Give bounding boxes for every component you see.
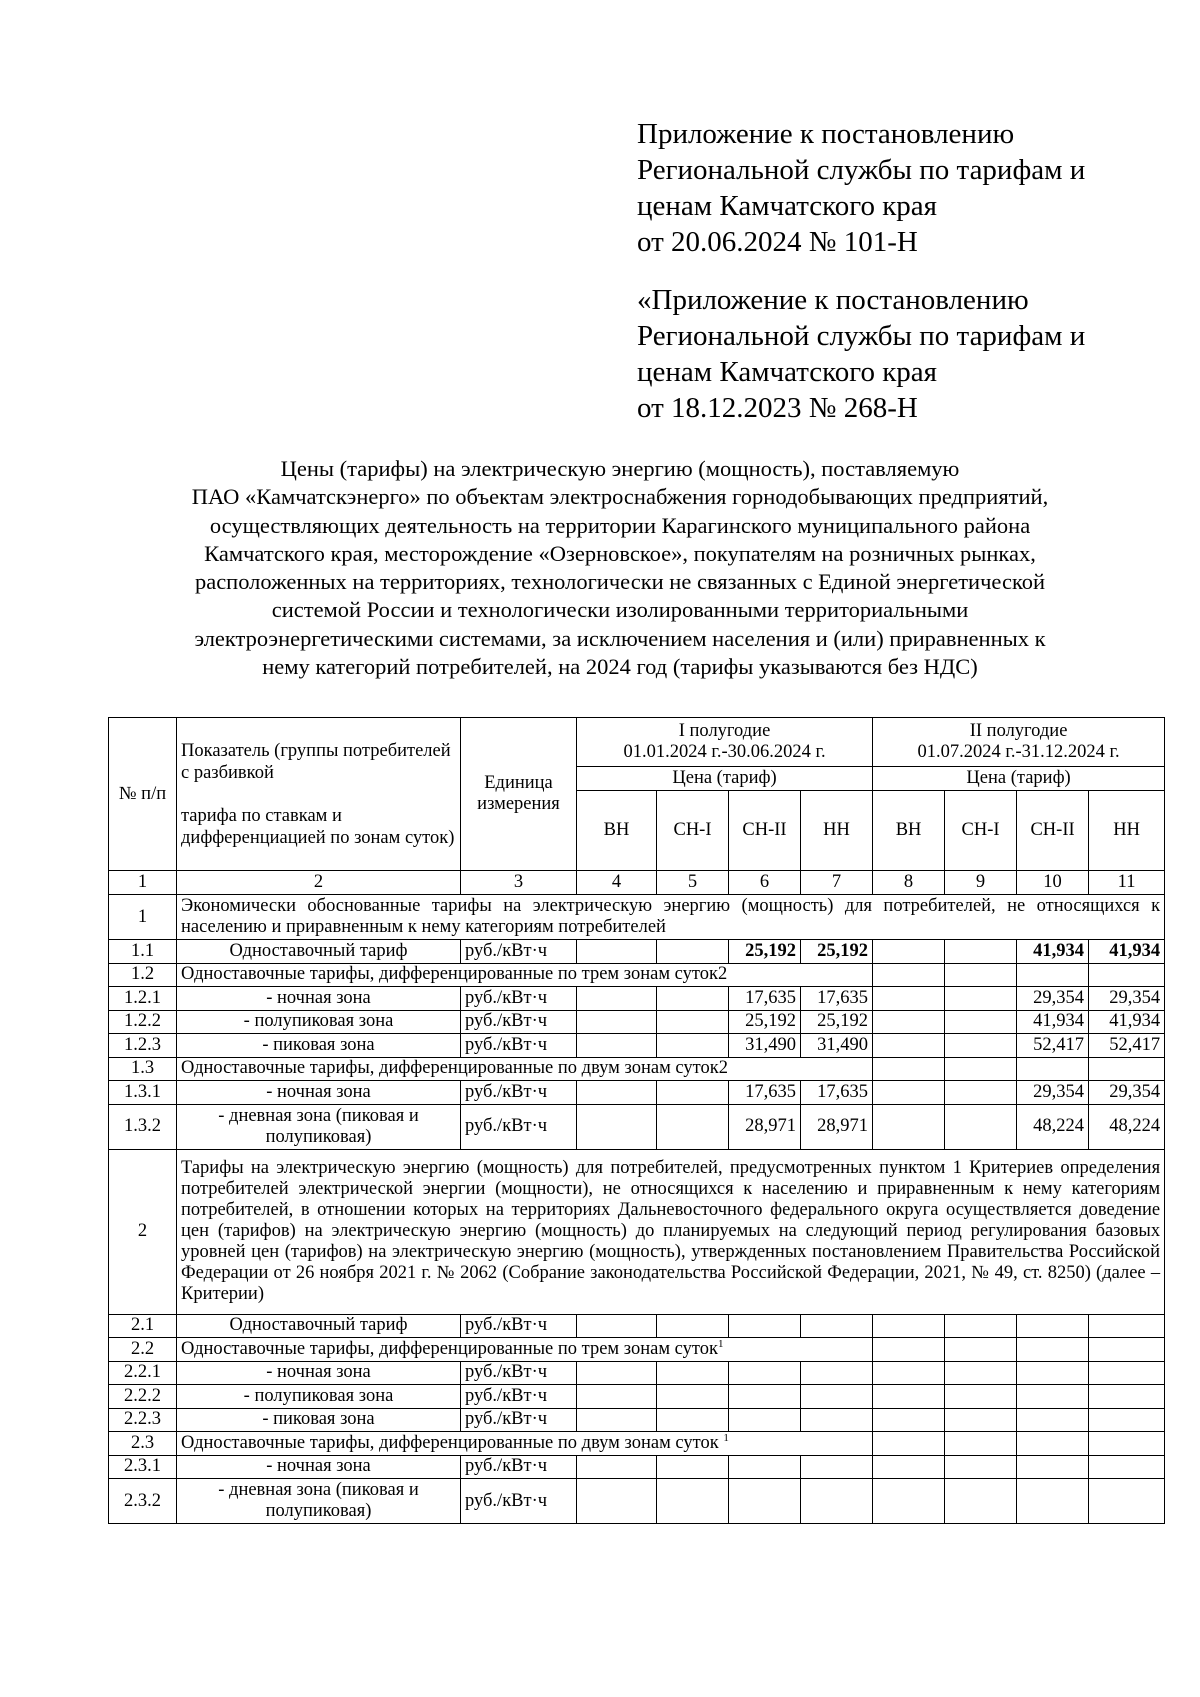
appendix-previous	[637, 282, 1137, 426]
tariff-value	[801, 1455, 873, 1479]
row-name: - полупиковая зона	[177, 1010, 461, 1034]
col-number: 5	[657, 871, 729, 895]
title-line: осуществляющих деятельность на территории Карагинского муниципального района	[209, 512, 1031, 538]
title-line: нему категорий потребителей, на 2024 год (тарифы указываются без НДС)	[262, 654, 978, 680]
tariff-value	[729, 1361, 801, 1385]
title-line: ПАО «Камчатскэнерго» по объектам электроснабжения горнодобывающих предприятий,	[191, 484, 1049, 510]
title-line: расположенных на территориях, технологически не связанных с Единой энергетической	[194, 569, 1046, 595]
tariff-value	[873, 1010, 945, 1034]
row-number: 1.1	[109, 940, 177, 964]
header-unit: Единица измерения	[461, 718, 577, 871]
header-half1	[577, 718, 873, 767]
tariff-value: 41,934	[1017, 1010, 1089, 1034]
row-unit: руб./кВт·ч	[461, 1314, 577, 1338]
tariff-value	[657, 1034, 729, 1058]
tariff-value: 29,354	[1089, 987, 1165, 1011]
row-name: - полупиковая зона	[177, 1385, 461, 1409]
row-unit: руб./кВт·ч	[461, 1455, 577, 1479]
tariff-value	[873, 987, 945, 1011]
tariff-value	[1089, 1455, 1165, 1479]
tariff-value: 25,192	[729, 940, 801, 964]
row-unit: руб./кВт·ч	[461, 1081, 577, 1105]
tariff-value	[1017, 1361, 1089, 1385]
tariff-value: 17,635	[801, 1081, 873, 1105]
tariff-value: 28,971	[729, 1104, 801, 1149]
tariff-value	[1017, 1455, 1089, 1479]
table-row	[109, 940, 1165, 964]
col-number: 9	[945, 871, 1017, 895]
level-header: ВН	[577, 791, 657, 871]
row-name: - дневная зона (пиковая и полупиковая)	[177, 1479, 461, 1524]
header-price-half2: Цена (тариф)	[873, 767, 1165, 791]
row-number: 2.2.3	[109, 1408, 177, 1432]
appendix-current	[637, 116, 1137, 260]
tariff-value: 41,934	[1089, 940, 1165, 964]
tariff-value: 48,224	[1089, 1104, 1165, 1149]
row-number: 2.1	[109, 1314, 177, 1338]
tariff-value	[657, 1479, 729, 1524]
table-row	[109, 1314, 1165, 1338]
row-number: 1.2.2	[109, 1010, 177, 1034]
tariff-value	[873, 1455, 945, 1479]
tariff-value	[577, 1034, 657, 1058]
level-header: СН-I	[657, 791, 729, 871]
empty-cell	[1017, 1432, 1089, 1456]
tariff-value: 41,934	[1017, 940, 1089, 964]
tariff-value	[657, 1081, 729, 1105]
tariff-value	[945, 1104, 1017, 1149]
group-label-text: Одноставочные тарифы, дифференцированные по двум зонам суток	[181, 1432, 724, 1453]
appendix-current-line: ценам Камчатского края	[637, 190, 938, 222]
empty-cell	[945, 1338, 1017, 1362]
tariff-value	[729, 1408, 801, 1432]
col-number: 11	[1089, 871, 1165, 895]
section-row	[109, 1149, 1165, 1314]
tariff-value	[577, 1314, 657, 1338]
tariff-value	[577, 1104, 657, 1149]
appendix-previous-line: ценам Камчатского края	[637, 356, 938, 388]
row-unit: руб./кВт·ч	[461, 940, 577, 964]
tariff-value	[873, 1104, 945, 1149]
empty-cell	[1089, 1057, 1165, 1081]
tariff-value	[657, 940, 729, 964]
level-header: СН-II	[1017, 791, 1089, 871]
group-label	[177, 1432, 873, 1456]
row-unit: руб./кВт·ч	[461, 1479, 577, 1524]
tariff-value	[945, 987, 1017, 1011]
tariff-value	[873, 1479, 945, 1524]
title-line: электроэнергетическими системами, за исключением населения и (или) приравненных к	[194, 625, 1046, 651]
tariff-value	[945, 1034, 1017, 1058]
group-label	[177, 963, 873, 987]
footnote-mark: 1	[723, 1431, 729, 1444]
row-name: - ночная зона	[177, 1455, 461, 1479]
empty-cell	[873, 1057, 945, 1081]
empty-cell	[945, 1432, 1017, 1456]
tariff-value	[873, 1385, 945, 1409]
group-label-text: Одноставочные тарифы, дифференцированные по двум зонам суток2	[181, 1058, 728, 1079]
tariff-value: 17,635	[801, 987, 873, 1011]
row-number: 1.3.2	[109, 1104, 177, 1149]
tariff-value	[945, 1385, 1017, 1409]
appendix-previous-line: Региональной службы по тарифам и	[637, 320, 1086, 352]
tariff-value	[657, 1385, 729, 1409]
row-number: 2.2.2	[109, 1385, 177, 1409]
section-text: Тарифы на электрическую энергию (мощность) для потребителей, предусмотренных пунктом 1 Критериев определения потребителей электрической энергии (мощности), не относящихся к населению и приравненным к нему категориям потребителей, в отношении которых на территориях Дальневосточного федерального округа осуществляется доведение цен (тарифов) на электрическую энергию (мощность) до планируемых на следующий период регулирования базовых уровней цен (тарифов) на электрическую энергию (мощность), утвержденных постановлением Правительства Российской Федерации от 26 ноября 2021 г. № 2062 (Собрание законодательства Российской Федерации, 2021, № 49, ст. 8250) (далее – Критерии)	[177, 1149, 1165, 1314]
header-half2	[873, 718, 1165, 767]
row-name: - дневная зона (пиковая и полупиковая)	[177, 1104, 461, 1149]
tariff-value: 17,635	[729, 987, 801, 1011]
tariff-value: 28,971	[801, 1104, 873, 1149]
tariff-value	[1017, 1385, 1089, 1409]
row-number: 1.2.3	[109, 1034, 177, 1058]
half2-title: II полугодие	[969, 721, 1068, 741]
tariff-value	[657, 1361, 729, 1385]
half1-period: 01.01.2024 г.-30.06.2024 г.	[623, 742, 826, 762]
tariff-value	[1089, 1361, 1165, 1385]
table-row	[109, 1408, 1165, 1432]
row-unit: руб./кВт·ч	[461, 1385, 577, 1409]
row-unit: руб./кВт·ч	[461, 1104, 577, 1149]
appendix-current-line: Приложение к постановлению	[637, 118, 1015, 150]
title-line: Цены (тарифы) на электрическую энергию (мощность), поставляемую	[280, 456, 960, 481]
group-label	[177, 1057, 873, 1081]
tariff-value	[873, 1361, 945, 1385]
tariff-value	[945, 1010, 1017, 1034]
tariff-value	[945, 1455, 1017, 1479]
tariff-value	[801, 1314, 873, 1338]
table-row	[109, 1385, 1165, 1409]
tariff-value	[577, 1455, 657, 1479]
empty-cell	[1089, 963, 1165, 987]
title-line: Камчатского края, месторождение «Озерновское», покупателям на розничных рынках,	[204, 540, 1036, 566]
tariff-value	[801, 1385, 873, 1409]
tariff-value: 29,354	[1089, 1081, 1165, 1105]
tariff-value	[577, 1385, 657, 1409]
tariff-value	[801, 1408, 873, 1432]
tariff-value	[657, 987, 729, 1011]
appendix-previous-line: от 18.12.2023 № 268-Н	[637, 392, 918, 424]
tariff-value	[945, 940, 1017, 964]
col-number: 4	[577, 871, 657, 895]
row-number: 1.2.1	[109, 987, 177, 1011]
tariff-value	[1089, 1408, 1165, 1432]
tariff-value	[873, 940, 945, 964]
tariff-value	[1017, 1479, 1089, 1524]
tariff-value	[873, 1408, 945, 1432]
row-name: - ночная зона	[177, 1081, 461, 1105]
row-number: 1.3.1	[109, 1081, 177, 1105]
tariff-value	[577, 987, 657, 1011]
tariff-value	[657, 1314, 729, 1338]
row-unit: руб./кВт·ч	[461, 1361, 577, 1385]
level-header: НН	[801, 791, 873, 871]
row-unit: руб./кВт·ч	[461, 1034, 577, 1058]
tariff-value: 25,192	[729, 1010, 801, 1034]
tariff-value: 29,354	[1017, 1081, 1089, 1105]
col-number: 3	[461, 871, 577, 895]
group-row	[109, 1432, 1165, 1456]
tariff-value: 41,934	[1089, 1010, 1165, 1034]
half1-title: I полугодие	[678, 721, 771, 741]
tariff-value	[801, 1361, 873, 1385]
tariff-value	[577, 1081, 657, 1105]
section-text: Экономически обоснованные тарифы на электрическую энергию (мощность) для потребителей, не относящихся к населению и приравненным к нему категориям потребителей	[177, 895, 1165, 940]
table-row	[109, 1479, 1165, 1524]
empty-cell	[873, 1432, 945, 1456]
tariff-value	[729, 1314, 801, 1338]
row-number: 2.3	[109, 1432, 177, 1456]
col-number: 6	[729, 871, 801, 895]
tariff-value: 31,490	[801, 1034, 873, 1058]
tariff-value: 48,224	[1017, 1104, 1089, 1149]
level-header: СН-II	[729, 791, 801, 871]
tariff-value	[945, 1361, 1017, 1385]
empty-cell	[1017, 963, 1089, 987]
tariff-value	[873, 1314, 945, 1338]
row-name: Одноставочный тариф	[177, 1314, 461, 1338]
tariff-value	[577, 940, 657, 964]
group-row	[109, 1057, 1165, 1081]
col-number: 7	[801, 871, 873, 895]
tariff-value	[657, 1010, 729, 1034]
empty-cell	[1089, 1338, 1165, 1362]
group-label-text: Одноставочные тарифы, дифференцированные по трем зонам суток	[181, 1338, 718, 1359]
tariff-value	[1017, 1408, 1089, 1432]
tariff-value	[1089, 1479, 1165, 1524]
header-indicator	[177, 718, 461, 871]
header-num: № п/п	[109, 718, 177, 871]
table-row	[109, 1104, 1165, 1149]
row-name: - пиковая зона	[177, 1408, 461, 1432]
row-unit: руб./кВт·ч	[461, 1408, 577, 1432]
tariff-value	[945, 1408, 1017, 1432]
header-indicator-part1: Показатель (группы потребителей с разбивкой	[181, 740, 451, 783]
tariff-table	[108, 717, 1165, 1524]
tariff-value	[577, 1361, 657, 1385]
group-row	[109, 1338, 1165, 1362]
row-number: 1	[109, 895, 177, 940]
col-number: 8	[873, 871, 945, 895]
tariff-value: 25,192	[801, 1010, 873, 1034]
appendix-previous-line: «Приложение к постановлению	[637, 284, 1029, 316]
tariff-value	[657, 1104, 729, 1149]
tariff-value: 31,490	[729, 1034, 801, 1058]
half2-period: 01.07.2024 г.-31.12.2024 г.	[917, 742, 1120, 762]
tariff-value	[945, 1081, 1017, 1105]
col-number: 10	[1017, 871, 1089, 895]
appendix-current-line: от 20.06.2024 № 101-Н	[637, 226, 918, 258]
tariff-value	[873, 1081, 945, 1105]
tariff-value	[729, 1479, 801, 1524]
group-row	[109, 963, 1165, 987]
table-row	[109, 1361, 1165, 1385]
row-number: 2.3.1	[109, 1455, 177, 1479]
row-number: 2.2	[109, 1338, 177, 1362]
tariff-value: 29,354	[1017, 987, 1089, 1011]
document-title	[120, 455, 1120, 681]
empty-cell	[945, 1057, 1017, 1081]
table-row	[109, 1034, 1165, 1058]
empty-cell	[945, 963, 1017, 987]
group-label	[177, 1338, 873, 1362]
row-number: 1.3	[109, 1057, 177, 1081]
tariff-value	[577, 1479, 657, 1524]
tariff-value: 17,635	[729, 1081, 801, 1105]
row-name: - пиковая зона	[177, 1034, 461, 1058]
row-name: - ночная зона	[177, 987, 461, 1011]
empty-cell	[873, 963, 945, 987]
row-number: 1.2	[109, 963, 177, 987]
tariff-value	[657, 1408, 729, 1432]
row-number: 2.2.1	[109, 1361, 177, 1385]
tariff-value	[729, 1455, 801, 1479]
tariff-value	[945, 1479, 1017, 1524]
tariff-value: 52,417	[1089, 1034, 1165, 1058]
table-row	[109, 1455, 1165, 1479]
footnote-mark: 1	[717, 1337, 724, 1350]
header-price-half1: Цена (тариф)	[577, 767, 873, 791]
table-row	[109, 987, 1165, 1011]
column-number-row	[109, 871, 1165, 895]
tariff-value	[945, 1314, 1017, 1338]
empty-cell	[873, 1338, 945, 1362]
tariff-value	[1089, 1385, 1165, 1409]
group-label-text: Одноставочные тарифы, дифференцированные по трем зонам суток2	[181, 964, 728, 985]
empty-cell	[1017, 1338, 1089, 1362]
tariff-value	[1017, 1314, 1089, 1338]
appendix-current-line: Региональной службы по тарифам и	[637, 154, 1086, 186]
tariff-value	[729, 1385, 801, 1409]
tariff-value: 25,192	[801, 940, 873, 964]
row-number: 2	[109, 1149, 177, 1314]
row-name: Одноставочный тариф	[177, 940, 461, 964]
tariff-value	[577, 1408, 657, 1432]
tariff-value	[1089, 1314, 1165, 1338]
level-header: НН	[1089, 791, 1165, 871]
empty-cell	[1089, 1432, 1165, 1456]
tariff-value	[873, 1034, 945, 1058]
row-unit: руб./кВт·ч	[461, 1010, 577, 1034]
tariff-value	[577, 1010, 657, 1034]
tariff-value	[801, 1479, 873, 1524]
table-row	[109, 1010, 1165, 1034]
level-header: ВН	[873, 791, 945, 871]
section-row	[109, 895, 1165, 940]
header-indicator-part2: тарифа по ставкам и дифференциацией по зонам суток)	[181, 805, 455, 848]
row-name: - ночная зона	[177, 1361, 461, 1385]
row-number: 2.3.2	[109, 1479, 177, 1524]
tariff-value	[657, 1455, 729, 1479]
level-header: СН-I	[945, 791, 1017, 871]
empty-cell	[1017, 1057, 1089, 1081]
title-line: системой России и технологически изолированными территориальными	[271, 597, 969, 623]
row-unit: руб./кВт·ч	[461, 987, 577, 1011]
tariff-value: 52,417	[1017, 1034, 1089, 1058]
col-number: 1	[109, 871, 177, 895]
table-row	[109, 1081, 1165, 1105]
col-number: 2	[177, 871, 461, 895]
